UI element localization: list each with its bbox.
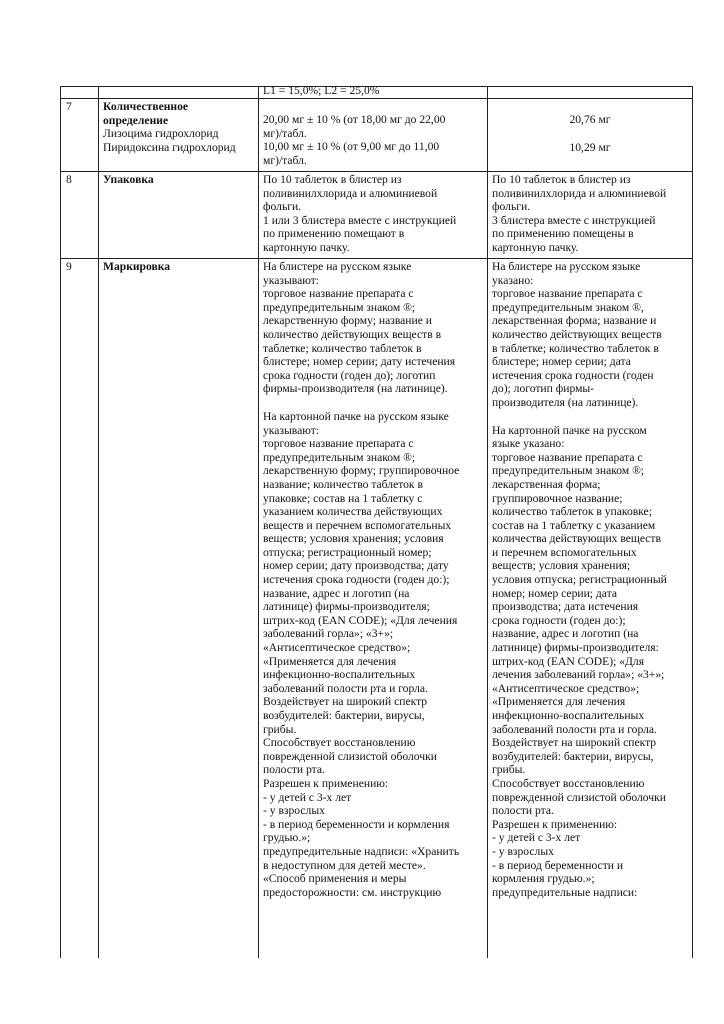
- text-line: Способствует восстановлению: [492, 776, 645, 790]
- text-line: 3 блистера вместе с инструкцией: [492, 213, 656, 227]
- text-line: «Применяется для лечения: [492, 695, 626, 709]
- limits-text: L1 = 15,0%; L2 = 25,0%: [263, 84, 380, 97]
- text-line: полости рта.: [492, 804, 554, 818]
- text-line: Способствует восстановлению: [263, 736, 416, 750]
- row8-top-border: [60, 171, 693, 172]
- text-line: в таблетке; количество таблеток в: [492, 341, 659, 355]
- text-line: кормления грудью.»;: [492, 872, 595, 886]
- text-line: предупредительные надписи: «Хранить: [263, 844, 460, 858]
- text-line: срока годности (годен до); логотип: [263, 368, 436, 382]
- text-line: в недоступном для детей месте».: [263, 858, 426, 872]
- text-line: предупредительные надписи:: [492, 885, 638, 899]
- text-line: отпуска; регистрационный номер;: [263, 545, 432, 559]
- text-line: количество действующих веществ: [492, 327, 662, 341]
- text-line: На блистере на русском языке: [263, 260, 412, 273]
- text-line: группировочное название;: [492, 491, 623, 505]
- row7-item2-name: Пиридоксина гидрохлорид: [103, 140, 236, 154]
- row7-title-line1: Количественное: [103, 100, 189, 113]
- text-line: поврежденной слизистой оболочки: [263, 749, 437, 763]
- text-line: инфекционно-воспалительных: [492, 709, 645, 722]
- text-line: название; количество таблеток в: [263, 477, 423, 491]
- text-line: заболеваний горла»; «3+»;: [263, 627, 394, 641]
- text-line: истечения срока годности (годен до:);: [263, 573, 450, 587]
- text-line: предосторожности: см. инструкцию: [263, 885, 442, 899]
- row8-title: Упаковка: [103, 173, 154, 186]
- text-line: лекарственная форма; название и: [492, 314, 657, 328]
- text-line: название, адрес и логотип (на: [263, 586, 410, 600]
- row7-item1-name: Лизоцима гидрохлорид: [103, 127, 219, 141]
- text-line: производителя (на латинице).: [492, 395, 639, 409]
- row8-number: 8: [66, 173, 72, 186]
- text-line: торговое название препарата с: [263, 437, 414, 451]
- table-divider-col1: [98, 86, 99, 958]
- text-line: «Применяется для лечения: [263, 654, 397, 668]
- text-line: фольги.: [263, 200, 302, 214]
- row8-result: [492, 173, 666, 255]
- row7-item2-result: 10,29 мг: [569, 141, 611, 154]
- row9-norm-carton-paragraph: [263, 410, 459, 899]
- text-line: поврежденной слизистой оболочки: [492, 790, 666, 804]
- text-line: На блистере на русском языке: [492, 260, 641, 273]
- text-line: - в период беременности и: [492, 858, 624, 872]
- text-line: фольги.: [492, 200, 531, 214]
- text-line: 1 или 3 блистера вместе с инструкцией: [263, 213, 457, 227]
- row9-norm: [263, 260, 459, 899]
- row9-result-carton-paragraph: [492, 424, 667, 900]
- row7-item1-norm-line2: мг)/табл.: [263, 126, 307, 140]
- text-line: производства; дата истечения: [492, 600, 639, 614]
- text-line: поливинилхлорида и алюминиевой: [263, 186, 438, 200]
- text-line: инфекционно-воспалительных: [263, 668, 416, 682]
- text-line: Разрешен к применению:: [263, 776, 389, 790]
- text-line: фирмы-производителя (на латинице).: [263, 382, 448, 396]
- text-line: Воздействует на широкий спектр: [492, 736, 657, 750]
- text-line: по применению помещены в: [492, 227, 634, 241]
- text-line: По 10 таблеток в блистер из: [492, 173, 631, 186]
- text-line: указывают:: [263, 273, 320, 287]
- text-line: Разрешен к применению:: [492, 817, 618, 831]
- text-line: номер; номер серии; дата: [492, 586, 617, 600]
- text-line: упаковке; состав на 1 таблетку с: [263, 491, 423, 505]
- text-line: количество действующих веществ в: [263, 327, 442, 341]
- text-line: указанием количества действующих: [263, 505, 443, 519]
- row9-number: 9: [66, 260, 72, 273]
- text-line: количества действующих веществ: [492, 532, 661, 546]
- row7-number: 7: [66, 100, 72, 113]
- row7-item2-norm-line2: мг)/табл.: [263, 153, 307, 167]
- text-line: - у взрослых: [263, 804, 325, 818]
- text-line: предупредительным знаком ®;: [263, 450, 416, 464]
- text-line: лекарственную форму; группировочное: [263, 464, 460, 478]
- text-line: предупредительным знаком ®,: [492, 300, 644, 314]
- text-line: блистере; номер серии; дата: [492, 355, 631, 369]
- text-line: указано:: [492, 273, 534, 287]
- table-border-right: [692, 86, 693, 958]
- text-line: На картонной пачке на русском: [492, 423, 647, 437]
- text-line: состав на 1 таблетку с указанием: [492, 518, 656, 532]
- text-line: лекарственная форма;: [492, 477, 601, 491]
- text-line: латинице) фирмы-производителя;: [263, 600, 430, 614]
- text-line: языке указано:: [492, 437, 565, 451]
- text-line: номер серии; дату производства; дату: [263, 559, 449, 573]
- text-line: «Способ применения и меры: [263, 872, 407, 886]
- text-line: предупредительным знаком ®;: [492, 464, 645, 478]
- text-line: грибы.: [263, 722, 297, 736]
- text-line: заболеваний полости рта и горла.: [263, 681, 428, 695]
- text-line: название, адрес и логотип (на: [492, 627, 639, 641]
- text-line: до); логотип фирмы-: [492, 382, 595, 396]
- text-line: веществ; условия хранения; условия: [263, 532, 444, 546]
- text-line: лечения заболеваний горла»; «3+»;: [492, 668, 665, 682]
- row7-item1-norm-line1: 20,00 мг ± 10 % (от 18,00 мг до 22,00: [263, 113, 446, 126]
- text-line: и перечнем вспомогательных: [492, 545, 637, 559]
- text-line: срока годности (годен до:);: [492, 613, 626, 627]
- row7-title-line2: определение: [103, 113, 169, 127]
- table-divider-col3: [487, 86, 488, 958]
- text-line: торговое название препарата с: [263, 287, 414, 301]
- text-line: картонную пачку.: [263, 240, 350, 254]
- row7-top-border: [60, 98, 693, 99]
- text-line: поливинилхлорида и алюминиевой: [492, 186, 667, 200]
- row9-title: Маркировка: [103, 260, 171, 273]
- row9-result: [492, 260, 667, 899]
- row9-norm-blister-paragraph: [263, 260, 459, 396]
- text-line: латинице) фирмы-производителя:: [492, 641, 659, 655]
- text-line: веществ и перечнем вспомогательных: [263, 518, 452, 532]
- text-line: условия отпуска; регистрационный: [492, 573, 667, 587]
- row7-title: [103, 100, 236, 154]
- text-line: полости рта.: [263, 763, 325, 777]
- text-line: - у детей с 3-х лет: [492, 831, 581, 845]
- text-line: штрих-код (EAN CODE); «Для лечения: [263, 613, 458, 627]
- text-line: «Антисептическое средство»;: [263, 641, 411, 655]
- text-line: предупредительным знаком ®;: [263, 300, 416, 314]
- text-line: штрих-код (EAN CODE); «Для: [492, 654, 645, 668]
- row7-item2-norm-line1: 10,00 мг ± 10 % (от 9,00 мг до 11,00: [263, 140, 440, 154]
- row9-result-blister-paragraph: [492, 260, 667, 410]
- text-line: торговое название препарата с: [492, 450, 643, 464]
- text-line: заболеваний полости рта и горла.: [492, 722, 657, 736]
- table-border-left: [60, 86, 61, 958]
- text-line: блистере; номер серии; дату истечения: [263, 355, 456, 369]
- row9-top-border: [60, 258, 693, 259]
- text-line: веществ; условия хранения;: [492, 559, 631, 573]
- text-line: указывают:: [263, 423, 320, 437]
- text-line: - у детей с 3-х лет: [263, 790, 352, 804]
- row7-norm: [263, 113, 445, 167]
- text-line: торговое название препарата с: [492, 287, 643, 301]
- text-line: Воздействует на широкий спектр: [263, 695, 428, 709]
- table-divider-col2: [258, 86, 259, 958]
- text-line: возбудителей: бактерии, вирусы,: [263, 709, 425, 722]
- row7-item1-result: 20,76 мг: [569, 113, 611, 126]
- text-line: количество таблеток в упаковке;: [492, 505, 652, 519]
- text-line: таблетке; количество таблеток в: [263, 341, 422, 355]
- text-line: грудью.»;: [263, 831, 311, 845]
- text-line: картонную пачку.: [492, 240, 579, 254]
- text-line: «Антисептическое средство»;: [492, 681, 640, 695]
- row8-norm: [263, 173, 456, 255]
- text-line: - у взрослых: [492, 844, 554, 858]
- text-line: лекарственную форму; название и: [263, 314, 432, 328]
- text-line: по применению помещают в: [263, 227, 405, 241]
- text-line: По 10 таблеток в блистер из: [263, 173, 402, 186]
- text-line: - в период беременности и кормления: [263, 817, 450, 831]
- text-line: возбудителей: бактерии, вирусы,: [492, 749, 654, 763]
- text-line: На картонной пачке на русском языке: [263, 409, 449, 423]
- text-line: истечения срока годности (годен: [492, 368, 654, 382]
- text-line: грибы.: [492, 763, 526, 777]
